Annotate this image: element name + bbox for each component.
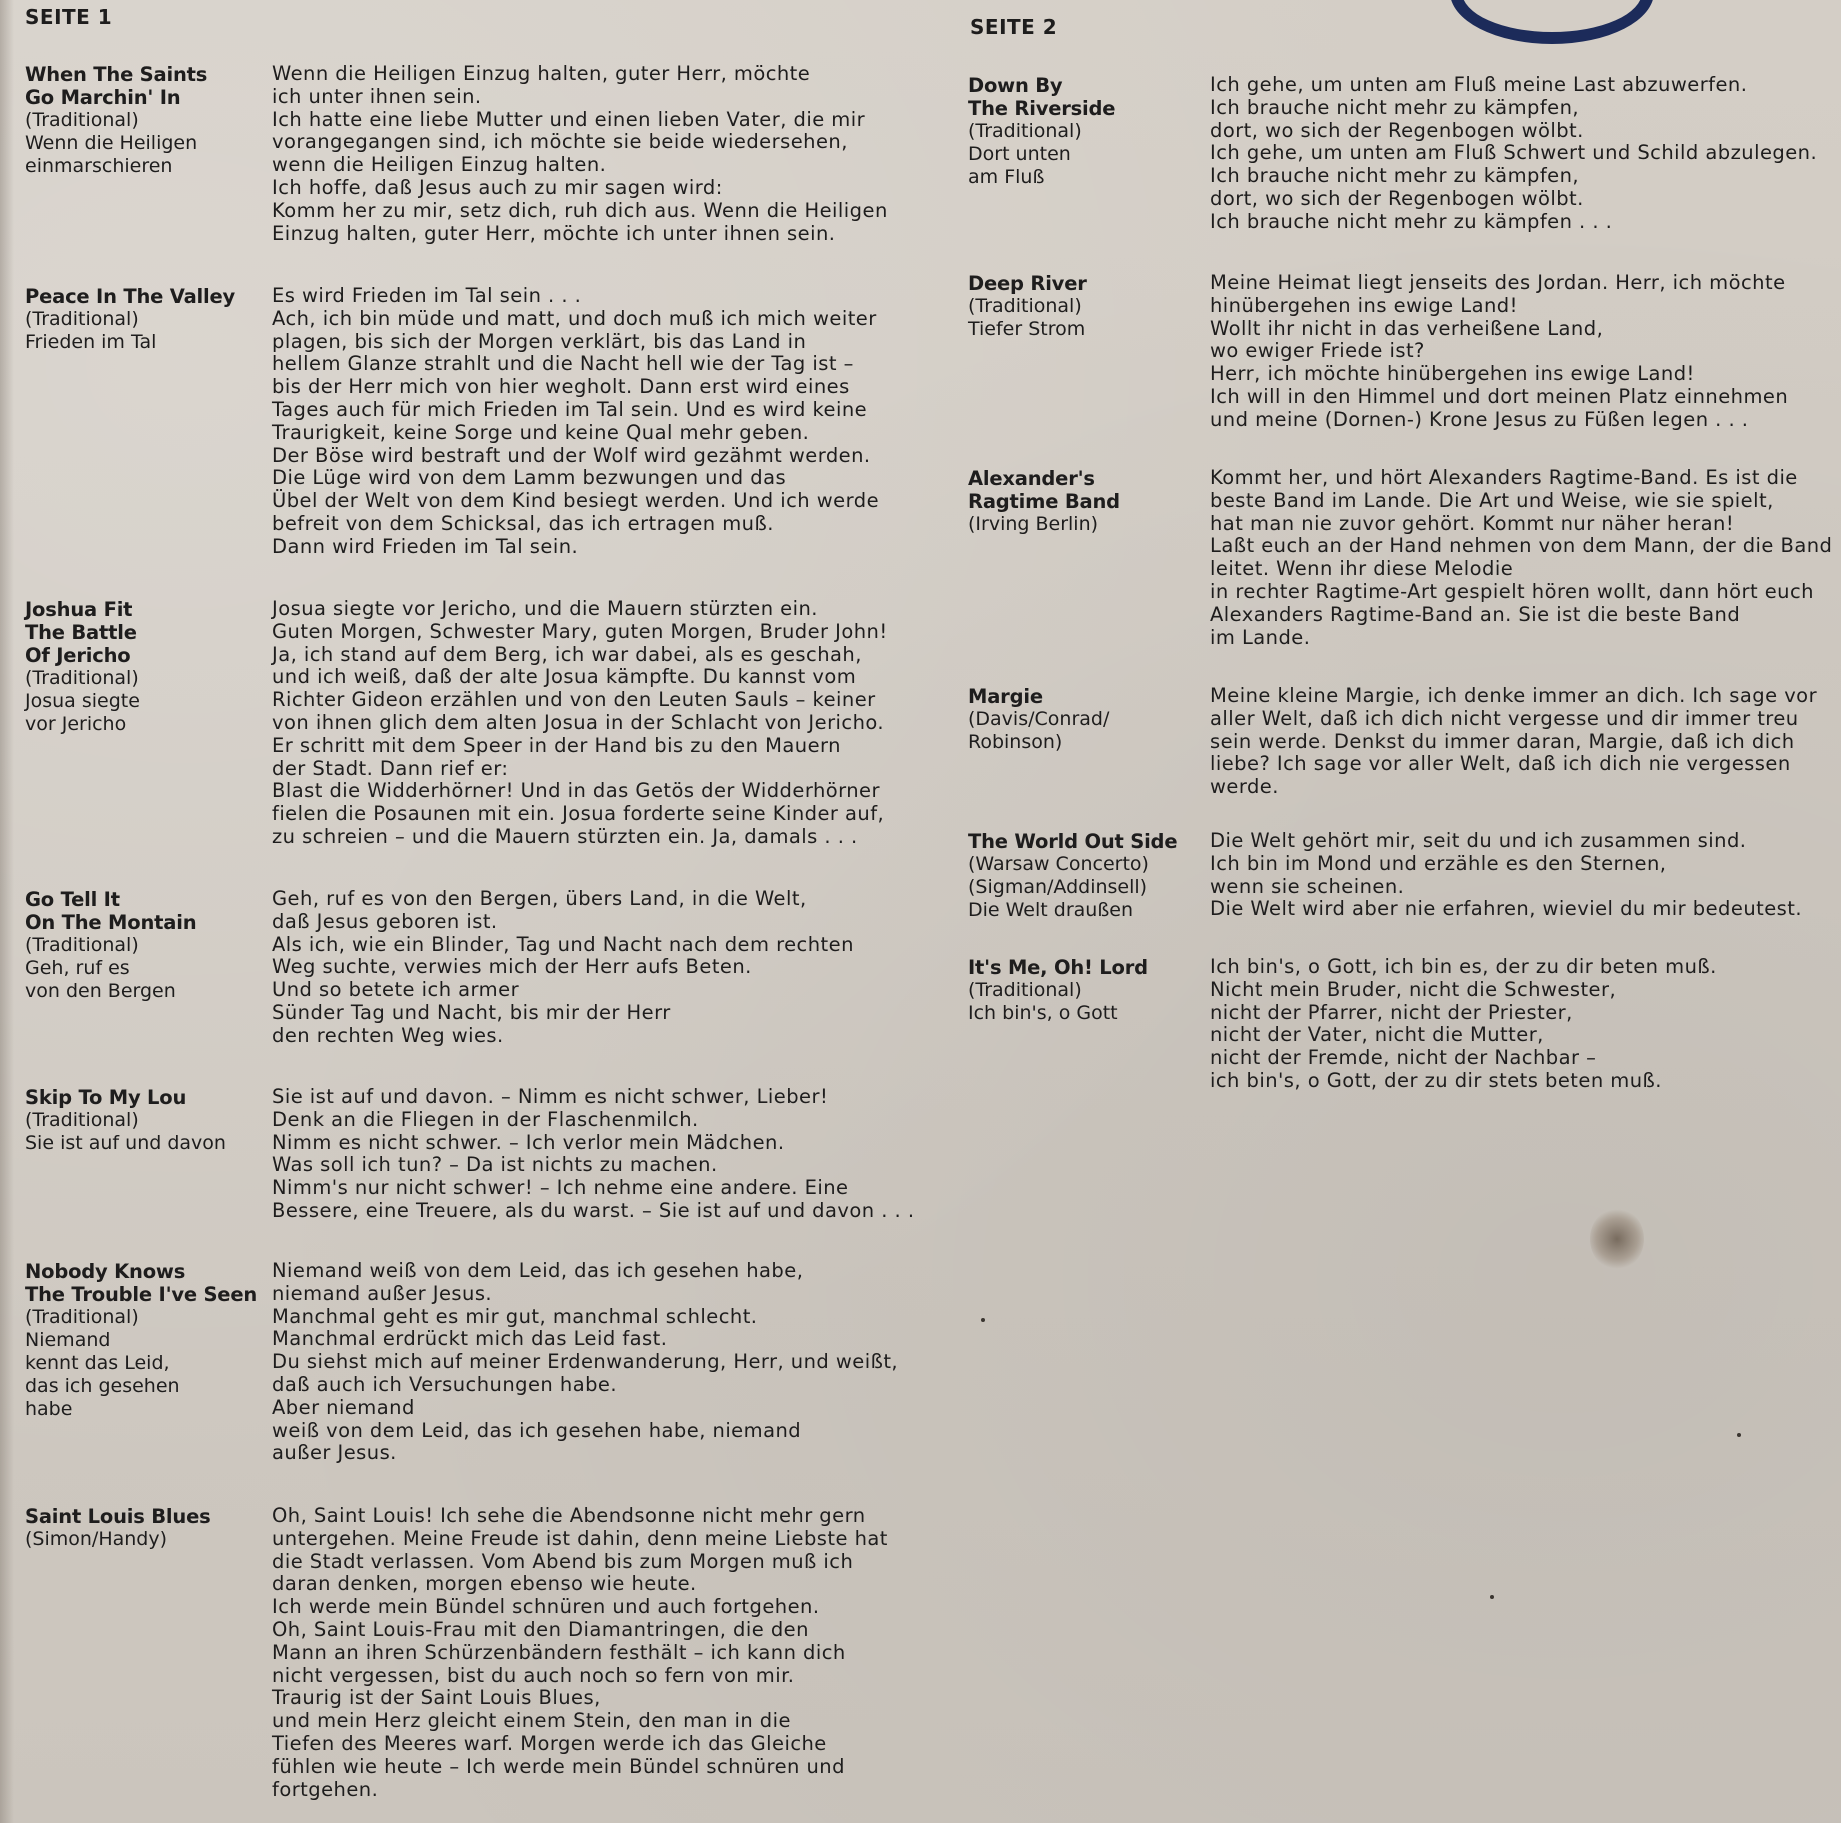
lyrics-line: Es wird Frieden im Tal sein . . . [272, 284, 582, 307]
lyrics-line: Ja, ich stand auf dem Berg, ich war dabei, als es geschah, [272, 642, 862, 666]
lyrics-line: Ich gehe, um unten am Fluß Schwert und Schild abzulegen. [1210, 141, 1818, 165]
song-german-title-line: Frieden im Tal [25, 331, 157, 353]
song-title-line: Deep River [968, 272, 1087, 295]
song-german-title-line: einmarschieren [25, 155, 173, 177]
lyrics-line: Blast die Widderhörner! Und in das Getös der Widderhörner [272, 779, 880, 803]
song-lyrics [272, 285, 879, 559]
page-edge-shadow [0, 0, 14, 1823]
lyrics-line: bis der Herr mich von hier wegholt. Dann erst wird eines [272, 375, 850, 399]
lyrics-line: Herr, ich möchte hinübergehen ins ewige Land! [1210, 362, 1695, 386]
lyrics-line: den rechten Weg wies. [272, 1023, 504, 1047]
lyrics-line: hinübergehen ins ewige Land! [1210, 293, 1518, 317]
song-german-title-line: Geh, ruf es [25, 957, 130, 979]
song-german-title-line: von den Bergen [25, 980, 176, 1002]
lyrics-line: beste Band im Lande. Die Art und Weise, wie sie spielt, [1210, 488, 1774, 512]
song-credit-line: (Traditional) [25, 308, 139, 330]
lyrics-line: Dann wird Frieden im Tal sein. [272, 534, 579, 558]
lyrics-line: Bessere, eine Treuere, als du warst. – Sie ist auf und davon . . . [272, 1198, 915, 1222]
song-german-title-line: am Fluß [968, 166, 1045, 188]
lyrics-line: Und so betete ich armer [272, 978, 520, 1002]
lyrics-line: Geh, ruf es von den Bergen, übers Land, in die Welt, [272, 887, 807, 910]
lyrics-line: Ich gehe, um unten am Fluß meine Last abzuwerfen. [1210, 73, 1748, 96]
lyrics-line: Die Welt wird aber nie erfahren, wieviel du mir bedeutest. [1210, 897, 1803, 921]
lyrics-line: ich unter ihnen sein. [272, 84, 482, 108]
lyrics-line: Übel der Welt von dem Kind besiegt werden. Und ich werde [272, 489, 880, 513]
lyrics-line: Nicht mein Bruder, nicht die Schwester, [1210, 977, 1617, 1001]
lyrics-line: Wenn die Heiligen Einzug halten, guter Herr, möchte [272, 62, 811, 85]
lyrics-line: liebe? Ich sage vor aller Welt, daß ich dich nie vergessen [1210, 752, 1791, 776]
song-lyrics [272, 1086, 914, 1223]
lyrics-line: plagen, bis sich der Morgen verklärt, bis das Land in [272, 329, 807, 353]
song-german-title-line: das ich gesehen [25, 1375, 180, 1397]
song-credit-line: (Traditional) [25, 667, 139, 689]
song-german-title-line: Tiefer Strom [968, 318, 1086, 340]
song-lyrics [1210, 685, 1817, 799]
song-credit-line: (Traditional) [968, 120, 1082, 142]
lyrics-line: außer Jesus. [272, 1441, 397, 1465]
lyrics-line: Komm her zu mir, setz dich, ruh dich aus. Wenn die Heiligen [272, 198, 888, 222]
lyrics-line: Einzug halten, guter Herr, möchte ich unter ihnen sein. [272, 221, 836, 245]
lyrics-line: Der Böse wird bestraft und der Wolf wird gezähmt werden. [272, 443, 871, 467]
lyrics-line: Ich bin's, o Gott, ich bin es, der zu dir beten muß. [1210, 955, 1717, 978]
song-lyrics [1210, 467, 1832, 649]
song-meta [25, 1505, 211, 1551]
song-meta [25, 1086, 226, 1155]
song-title-line: The Trouble I've Seen [25, 1283, 258, 1306]
lyrics-line: leitet. Wenn ihr diese Melodie [1210, 557, 1514, 581]
lyrics-line: Traurigkeit, keine Sorge und keine Qual mehr geben. [272, 420, 810, 444]
song-title-line: Peace In The Valley [25, 285, 236, 308]
song-meta [968, 956, 1148, 1025]
paper-stain [1590, 1208, 1644, 1270]
song-meta [968, 272, 1087, 341]
lyrics-line: nicht der Fremde, nicht der Nachbar – [1210, 1046, 1597, 1070]
song-lyrics [1210, 830, 1802, 921]
song-meta [968, 74, 1115, 189]
lyrics-line: dort, wo sich der Regenbogen wölbt. [1210, 186, 1584, 210]
song-meta [25, 888, 196, 1003]
song-title-line: On The Montain [25, 911, 197, 934]
song-credit-line: (Traditional) [968, 295, 1082, 317]
lyrics-line: befreit von dem Schicksal, das ich ertragen muß. [272, 511, 774, 535]
lyrics-line: die Stadt verlassen. Vom Abend bis zum Morgen muß ich [272, 1549, 854, 1573]
lyrics-line: Sünder Tag und Nacht, bis mir der Herr [272, 1000, 671, 1024]
lyrics-line: hat man nie zuvor gehört. Kommt nur näher heran! [1210, 511, 1735, 535]
song-lyrics [272, 63, 888, 245]
lyrics-line: Ich hoffe, daß Jesus auch zu mir sagen wird: [272, 175, 723, 199]
song-lyrics [272, 888, 854, 1048]
lyrics-line: Oh, Saint Louis! Ich sehe die Abendsonne nicht mehr gern [272, 1504, 866, 1527]
lyrics-line: im Lande. [1210, 625, 1311, 649]
song-meta [968, 830, 1177, 922]
song-meta [25, 598, 140, 736]
song-title-line: Alexander's [968, 467, 1095, 490]
song-german-title-line: Wenn die Heiligen [25, 132, 198, 154]
lyrics-line: Guten Morgen, Schwester Mary, guten Morgen, Bruder John! [272, 619, 888, 643]
lyrics-line: wenn die Heiligen Einzug halten. [272, 153, 607, 177]
lyrics-line: untergehen. Meine Freude ist dahin, denn meine Liebste hat [272, 1526, 888, 1550]
lyrics-line: Kommt her, und hört Alexanders Ragtime-Band. Es ist die [1210, 466, 1798, 489]
lyrics-line: Tages auch für mich Frieden im Tal sein. Und es wird keine [272, 397, 868, 421]
lyrics-line: der Stadt. Dann rief er: [272, 756, 509, 780]
song-title-line: Saint Louis Blues [25, 1505, 211, 1528]
lyrics-line: vorangegangen sind, ich möchte sie beide wiedersehen, [272, 130, 848, 154]
lyrics-line: ich bin's, o Gott, der zu dir stets beten muß. [1210, 1068, 1662, 1092]
song-title-line: Down By [968, 74, 1063, 97]
song-german-title-line: Josua siegte [25, 690, 140, 712]
song-credit-line: (Traditional) [25, 1306, 139, 1328]
lyrics-line: Ich hatte eine liebe Mutter und einen lieben Vater, die mir [272, 107, 866, 131]
song-meta [968, 685, 1109, 754]
song-credit-line: (Traditional) [25, 1109, 139, 1131]
song-title-line: Go Marchin' In [25, 86, 181, 109]
lyrics-line: Er schritt mit dem Speer in der Hand bis zu den Mauern [272, 733, 841, 757]
song-credit-line: (Traditional) [968, 979, 1082, 1001]
paper-speck [1737, 1433, 1741, 1437]
song-title-line: Margie [968, 685, 1043, 708]
song-german-title-line: habe [25, 1398, 73, 1420]
lyrics-line: fortgehen. [272, 1777, 379, 1801]
lyrics-line: daß auch ich Versuchungen habe. [272, 1372, 618, 1396]
song-title-line: Nobody Knows [25, 1260, 186, 1283]
lyrics-line: Denk an die Fliegen in der Flaschenmilch. [272, 1107, 699, 1131]
lyrics-line: Ach, ich bin müde und matt, und doch muß ich mich weiter [272, 306, 877, 330]
song-title-line: Skip To My Lou [25, 1086, 187, 1109]
lyrics-line: aller Welt, daß ich dich nicht vergesse und dir immer treu [1210, 706, 1799, 730]
song-german-title-line: Dort unten [968, 143, 1071, 165]
song-credit-line: (Traditional) [25, 934, 139, 956]
lyrics-line: Wollt ihr nicht in das verheißene Land, [1210, 316, 1604, 340]
song-title-line: Go Tell It [25, 888, 120, 911]
lyrics-line: Die Lüge wird von dem Lamm bezwungen und das [272, 466, 787, 490]
song-title-line: The World Out Side [968, 830, 1178, 853]
song-german-title-line: kennt das Leid, [25, 1352, 170, 1374]
lyrics-line: Ich brauche nicht mehr zu kämpfen, [1210, 95, 1580, 119]
lyrics-line: fühlen wie heute – Ich werde mein Bündel schnüren und [272, 1754, 845, 1778]
lyrics-line: Du siehst mich auf meiner Erdenwanderung, Herr, und weißt, [272, 1350, 899, 1374]
lyrics-line: Ich brauche nicht mehr zu kämpfen, [1210, 164, 1580, 188]
song-meta [25, 63, 207, 178]
lyrics-line: Meine kleine Margie, ich denke immer an dich. Ich sage vor [1210, 684, 1818, 707]
lyrics-line: Aber niemand [272, 1395, 415, 1419]
lyrics-line: zu schreien – und die Mauern stürzten ein. Ja, damals . . . [272, 824, 858, 848]
lyrics-line: Tiefen des Meeres warf. Morgen werde ich das Gleiche [272, 1731, 827, 1755]
song-credit-line: (Traditional) [25, 109, 139, 131]
song-lyrics [1210, 272, 1788, 432]
lyrics-line: Meine Heimat liegt jenseits des Jordan. Herr, ich möchte [1210, 271, 1786, 294]
lyrics-line: dort, wo sich der Regenbogen wölbt. [1210, 118, 1584, 142]
song-title-line: The Riverside [968, 97, 1116, 120]
side-1-heading: SEITE 1 [25, 5, 113, 29]
song-lyrics [1210, 74, 1817, 234]
song-german-title-line: Sie ist auf und davon [25, 1132, 226, 1154]
side-2-heading: SEITE 2 [970, 15, 1058, 39]
lyrics-line: und ich weiß, daß der alte Josua kämpfte. Du kannst vom [272, 665, 857, 689]
song-german-title-line: Niemand [25, 1329, 111, 1351]
lyrics-line: und meine (Dornen-) Krone Jesus zu Füßen legen . . . [1210, 407, 1749, 431]
lyrics-line: sein werde. Denkst du immer daran, Margie, daß ich dich [1210, 729, 1795, 753]
lyrics-line: Nimm's nur nicht schwer! – Ich nehme eine andere. Eine [272, 1176, 849, 1200]
lyrics-line: Ich brauche nicht mehr zu kämpfen . . . [1210, 209, 1613, 233]
lyrics-line: Traurig ist der Saint Louis Blues, [272, 1686, 601, 1710]
lyrics-line: von ihnen glich dem alten Josua in der Schlacht von Jericho. [272, 710, 885, 734]
lyrics-line: in rechter Ragtime-Art gespielt hören wollt, dann hört euch [1210, 579, 1814, 603]
song-lyrics [272, 1505, 888, 1801]
lyrics-line: Nimm es nicht schwer. – Ich verlor mein Mädchen. [272, 1130, 785, 1154]
lyrics-line: hellem Glanze strahlt und die Nacht hell wie der Tag ist – [272, 352, 854, 376]
paper-speck [1490, 1595, 1494, 1599]
song-credit-line: (Sigman/Addinsell) [968, 876, 1148, 898]
lyrics-line: daran denken, morgen ebenso wie heute. [272, 1572, 697, 1596]
lyrics-line: wo ewiger Friede ist? [1210, 339, 1425, 363]
lyrics-line: werde. [1210, 775, 1279, 799]
song-title-line: It's Me, Oh! Lord [968, 956, 1148, 979]
lyrics-line: Sie ist auf und davon. – Nimm es nicht schwer, Lieber! [272, 1085, 829, 1108]
song-lyrics [272, 598, 888, 849]
lyrics-line: Niemand weiß von dem Leid, das ich gesehen habe, [272, 1259, 804, 1282]
lyrics-line: wenn sie scheinen. [1210, 874, 1405, 898]
song-credit-line: (Irving Berlin) [968, 513, 1099, 535]
song-lyrics [1210, 956, 1717, 1093]
song-title-line: Ragtime Band [968, 490, 1120, 513]
lyrics-line: Laßt euch an der Hand nehmen von dem Mann, der die Band [1210, 534, 1833, 558]
label-logo-fragment [1450, 0, 1654, 44]
lyrics-line: Oh, Saint Louis-Frau mit den Diamantringen, die den [272, 1617, 809, 1641]
song-title-line: The Battle [25, 621, 137, 644]
lyrics-line: Ich bin im Mond und erzähle es den Sternen, [1210, 851, 1667, 875]
song-title-line: Of Jericho [25, 644, 131, 667]
lyrics-line: Als ich, wie ein Blinder, Tag und Nacht nach dem rechten [272, 932, 854, 956]
lyrics-line: Manchmal geht es mir gut, manchmal schlecht. [272, 1304, 758, 1328]
song-meta [25, 1260, 257, 1421]
song-lyrics [272, 1260, 898, 1465]
lyrics-line: Was soll ich tun? – Da ist nichts zu machen. [272, 1153, 718, 1177]
lyrics-line: niemand außer Jesus. [272, 1281, 493, 1305]
song-meta [25, 285, 235, 354]
song-meta [968, 467, 1120, 536]
lyrics-line: Ich werde mein Bündel schnüren und auch fortgehen. [272, 1595, 820, 1619]
lyrics-line: Manchmal erdrückt mich das Leid fast. [272, 1327, 668, 1351]
song-german-title-line: Die Welt draußen [968, 899, 1134, 921]
lyrics-line: und mein Herz gleicht einem Stein, den man in die [272, 1709, 791, 1733]
lyrics-line: weiß von dem Leid, das ich gesehen habe, niemand [272, 1418, 802, 1442]
song-title-line: Joshua Fit [25, 598, 133, 621]
song-credit-line: Robinson) [968, 731, 1063, 753]
lyrics-line: Ich will in den Himmel und dort meinen Platz einnehmen [1210, 384, 1789, 408]
paper-speck [981, 1318, 985, 1322]
lyrics-line: nicht vergessen, bist du auch noch so fern von mir. [272, 1663, 795, 1687]
lyrics-line: Weg suchte, verwies mich der Herr aufs Beten. [272, 955, 752, 979]
lyrics-line: fielen die Posaunen mit ein. Josua forderte seine Kinder auf, [272, 802, 885, 826]
lyrics-line: Die Welt gehört mir, seit du und ich zusammen sind. [1210, 829, 1747, 852]
lyrics-line: nicht der Vater, nicht die Mutter, [1210, 1023, 1544, 1047]
song-credit-line: (Davis/Conrad/ [968, 708, 1110, 730]
lyrics-line: Mann an ihren Schürzenbändern festhält – ich kann dich [272, 1640, 846, 1664]
song-german-title-line: Ich bin's, o Gott [968, 1002, 1118, 1024]
lyrics-line: Alexanders Ragtime-Band an. Sie ist die beste Band [1210, 602, 1741, 626]
song-title-line: When The Saints [25, 63, 208, 86]
lyrics-line: Richter Gideon erzählen und von den Leuten Sauls – keiner [272, 688, 876, 712]
song-credit-line: (Simon/Handy) [25, 1528, 168, 1550]
lyrics-line: Josua siegte vor Jericho, und die Mauern stürzten ein. [272, 597, 818, 620]
song-german-title-line: vor Jericho [25, 713, 127, 735]
lyrics-line: daß Jesus geboren ist. [272, 909, 498, 933]
song-credit-line: (Warsaw Concerto) [968, 853, 1149, 875]
lyrics-line: nicht der Pfarrer, nicht der Priester, [1210, 1000, 1573, 1024]
